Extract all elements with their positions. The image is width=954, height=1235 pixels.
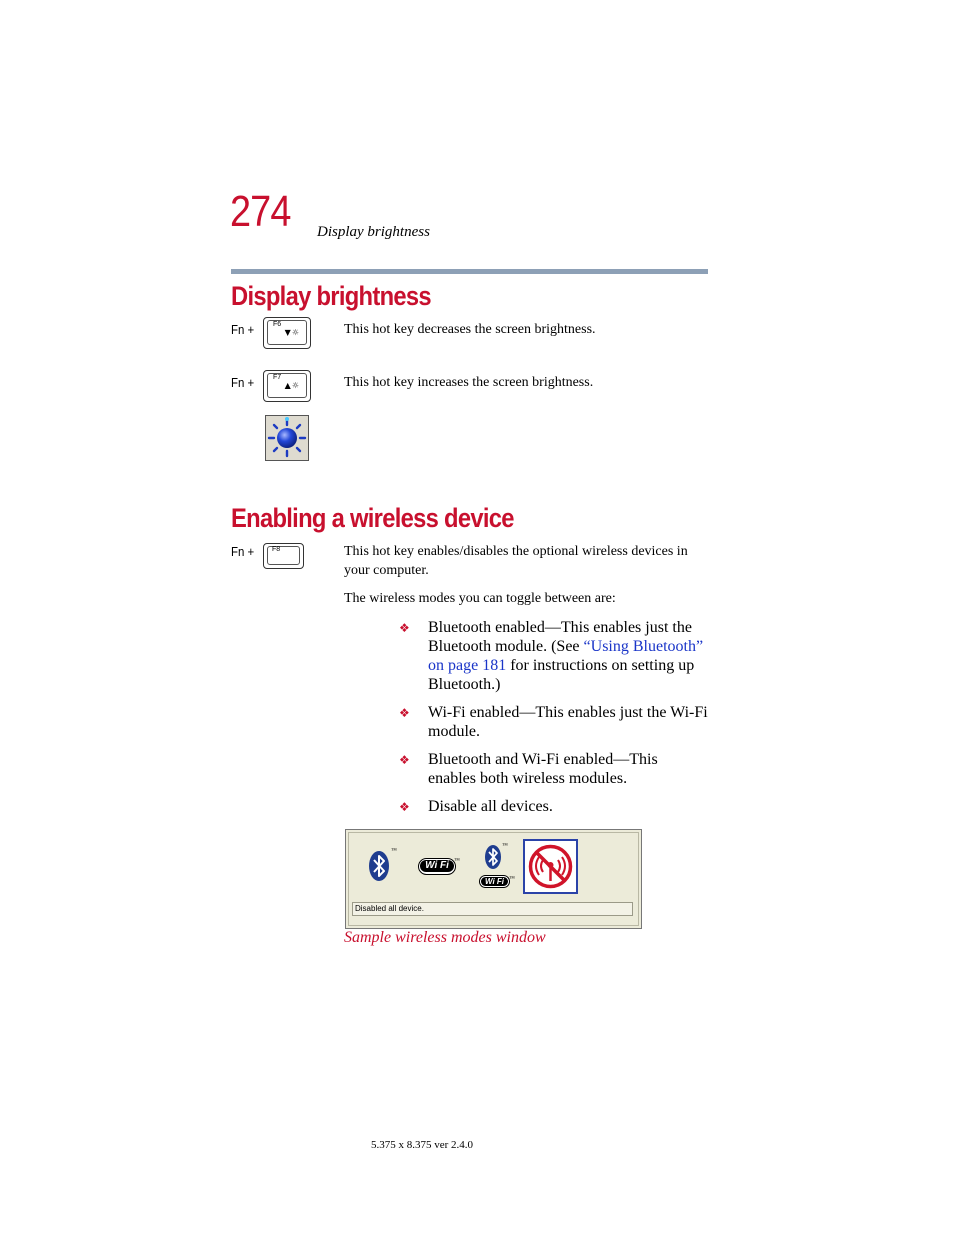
- bluetooth-mode-option[interactable]: [368, 850, 394, 882]
- status-bar: Disabled all device.: [352, 902, 633, 916]
- wifi-mode-text: Wi-Fi enabled—This enables just the Wi-Fi module.: [428, 704, 708, 740]
- wireless-description-line1: This hot key enables/disables the optional wireless devices in: [344, 544, 688, 559]
- list-item: [399, 750, 709, 788]
- display-brightness-heading: Display brightness: [231, 281, 431, 311]
- fn-label: Fn +: [231, 322, 255, 337]
- disable-all-mode-option[interactable]: [523, 839, 578, 894]
- figure-caption: Sample wireless modes window: [344, 929, 546, 946]
- f8-key-icon: [263, 543, 304, 569]
- list-item: [399, 618, 709, 694]
- section-rule: [231, 269, 708, 274]
- brightness-up-icon: ▲☼: [284, 381, 300, 390]
- decrease-brightness-text: This hot key decreases the screen brightness.: [344, 322, 596, 337]
- page-number: 274: [230, 187, 291, 236]
- wireless-description: [344, 542, 709, 580]
- bluetooth-wifi-mode-option[interactable]: [479, 844, 519, 890]
- f7-key-icon: [263, 370, 311, 402]
- wireless-description-line2: your computer.: [344, 563, 429, 578]
- disable-mode-text: Disable all devices.: [428, 798, 553, 815]
- fn-label: Fn +: [231, 375, 255, 390]
- bluetooth-mode-text: Bluetooth enabled—This enables just the Bluetooth module. (See: [428, 619, 692, 655]
- diamond-bullet-icon: ❖: [399, 753, 410, 767]
- wireless-modes-intro: The wireless modes you can toggle between are:: [344, 591, 616, 606]
- trademark-mark: ™: [454, 858, 460, 864]
- wifi-mode-option[interactable]: [418, 858, 456, 875]
- diamond-bullet-icon: ❖: [399, 621, 410, 635]
- wireless-modes-window: [345, 829, 642, 929]
- f7-key-label: F7: [273, 374, 282, 381]
- trademark-mark: ™: [502, 843, 508, 849]
- f8-key-label: F8: [272, 546, 281, 553]
- wireless-modes-list: [399, 618, 709, 825]
- f6-key-icon: [263, 317, 311, 349]
- bluetooth-icon: [368, 850, 394, 882]
- bluetooth-page-link[interactable]: “Using Bluetooth” on page 181: [428, 638, 704, 674]
- running-head: Display brightness: [317, 224, 430, 240]
- wireless-heading: Enabling a wireless device: [231, 503, 514, 533]
- page-footer: 5.375 x 8.375 ver 2.4.0: [371, 1139, 474, 1151]
- trademark-mark: ™: [509, 876, 515, 882]
- f6-key-label: F6: [273, 321, 282, 328]
- brightness-down-icon: ▼☼: [284, 328, 300, 337]
- trademark-mark: ™: [391, 848, 397, 854]
- wifi-logo-icon: Wi Fi: [481, 877, 508, 886]
- increase-brightness-text: This hot key increases the screen brightness.: [344, 375, 594, 390]
- brightness-indicator-icon: [265, 415, 309, 461]
- fn-label: Fn +: [231, 544, 255, 559]
- wireless-disabled-icon: [525, 841, 576, 892]
- wifi-logo-icon: Wi Fi: [420, 860, 454, 872]
- bluetooth-icon: [484, 844, 504, 870]
- list-item: [399, 797, 709, 816]
- diamond-bullet-icon: ❖: [399, 800, 410, 814]
- bluetooth-mode-text-end: for instructions on setting up Bluetooth.): [428, 657, 695, 693]
- diamond-bullet-icon: ❖: [399, 706, 410, 720]
- list-item: [399, 703, 709, 741]
- both-mode-text: Bluetooth and Wi-Fi enabled—This enables both wireless modules.: [428, 751, 658, 787]
